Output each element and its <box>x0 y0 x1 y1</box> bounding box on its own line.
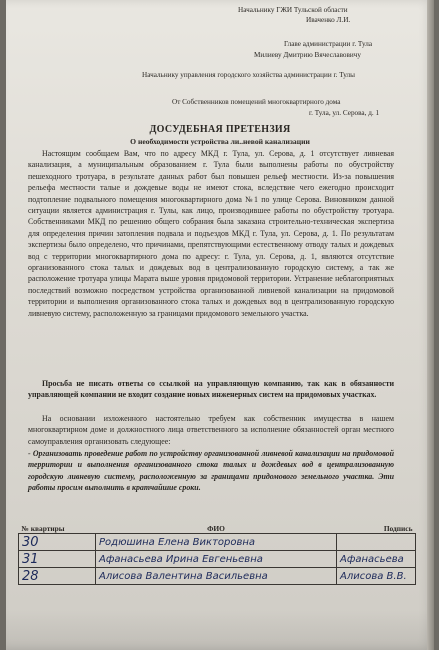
table-row <box>19 551 416 568</box>
addressee-line: г. Тула, ул. Серова, д. 1 <box>309 109 380 117</box>
apartment-number: 31 <box>19 551 96 568</box>
column-header-fio: ФИО <box>207 523 225 533</box>
addressee-line: Главе администрации г. Тула <box>284 40 373 48</box>
paragraph-request: Просьба не писать ответы со ссылкой на управляющую компанию, так как в обязанности управляющей компании не входит создание новых инженерных систем на придомовых участках. <box>28 379 394 400</box>
resident-name: Алисова Валентина Васильевна <box>96 568 337 585</box>
table-row <box>19 534 416 551</box>
document-page <box>6 0 434 650</box>
table-row <box>19 568 416 585</box>
document-title: ДОСУДЕБНАЯ ПРЕТЕНЗИЯ <box>149 124 291 135</box>
resident-name: Афанасьева Ирина Евгеньевна <box>96 551 337 568</box>
paragraph-main: Настоящим сообщаем Вам, что по адресу МКД г. Тула, ул. Серова, д. 1 отсутствует ливневая канализация, а муниципальным образованием г. Тула были выполнены работы по обустройству пешеходного тротуара, в результате данных работ был повышен рельеф местности. Из-за повышения рельефа местности талые и дождевые воды не имеют стока, вследствие чего ежегодно происходит подтопление подвального помещения многоквартирного дома №1 по улице Серова. Виновником данной ситуации является администрация г. Тулы, как лицо, производившее работы по обустройству тротуара. Собственниками МКД по решению общего собрания была заказана строительно-техническая экспертиза для определения причин затопления подвала и подъездов МКД г. Тула, ул. Серова, д. 1. По результатам экспертизы было определено, что причинами, препятствующими естественному отводу талых и дождевых вод с территории многоквартирного дома по адресу: г. Тула, ул. Серова, д. 1, являются отсутствие организованного стока талых и дождевых вод в централизованную городскую систему, а так же расположение тротуара улицы Марата выше уровня придомовой территории. Устранение неблагоприятных последствий возможно посредством устройства организованной ливневой канализации на придомовой территории и выполнения организованного стока талых и дождевых вод в централизованную городскую ливневую систему, расположенную за границами придомового земельного участка. <box>28 149 394 318</box>
column-header-apartment: № квартиры <box>21 523 65 533</box>
addressee-line: Милиеву Дмитрию Вячеславовичу <box>254 51 361 59</box>
paragraph-demand-item: - Организовать проведение работ по устройству организованной ливневой канализации на придомовой территории и выполнения организованного стока талых и дождевых вод в централизованную городскую ливневую систему, расположенную за границами придомового земельного участка. Эти работы просим выполнить в кратчайшие сроки. <box>28 449 394 493</box>
apartment-number: 30 <box>19 534 96 551</box>
signature-cell: Афанасьева <box>337 551 416 568</box>
page-shadow <box>6 610 434 650</box>
addressee-line: Иваченко Л.И. <box>306 16 351 24</box>
apartment-number: 28 <box>19 568 96 585</box>
signature-cell: Алисова В.В. <box>337 568 416 585</box>
addressee-line: Начальнику управления городского хозяйства администрации г. Тулы <box>142 71 355 79</box>
document-subtitle: О необходимости устройства ли..невой канализации <box>130 137 310 146</box>
signature-cell <box>337 534 416 551</box>
column-header-signature: Подпись <box>383 523 413 533</box>
paragraph-demand: На основании изложенного настоятельно требуем как собственник имущества в нашем многоквартирном доме и должностного лица ответственного за исполнение обязанностей орган местного самоуправления организовать следующее: <box>28 414 394 446</box>
resident-name: Родюшина Елена Викторовна <box>96 534 337 551</box>
page-edge <box>427 0 434 650</box>
addressee-line: От Собственников помещений многоквартирного дома <box>172 98 341 106</box>
signature-table <box>18 523 416 585</box>
addressee-line: Начальнику ГЖИ Тульской области <box>238 6 348 14</box>
